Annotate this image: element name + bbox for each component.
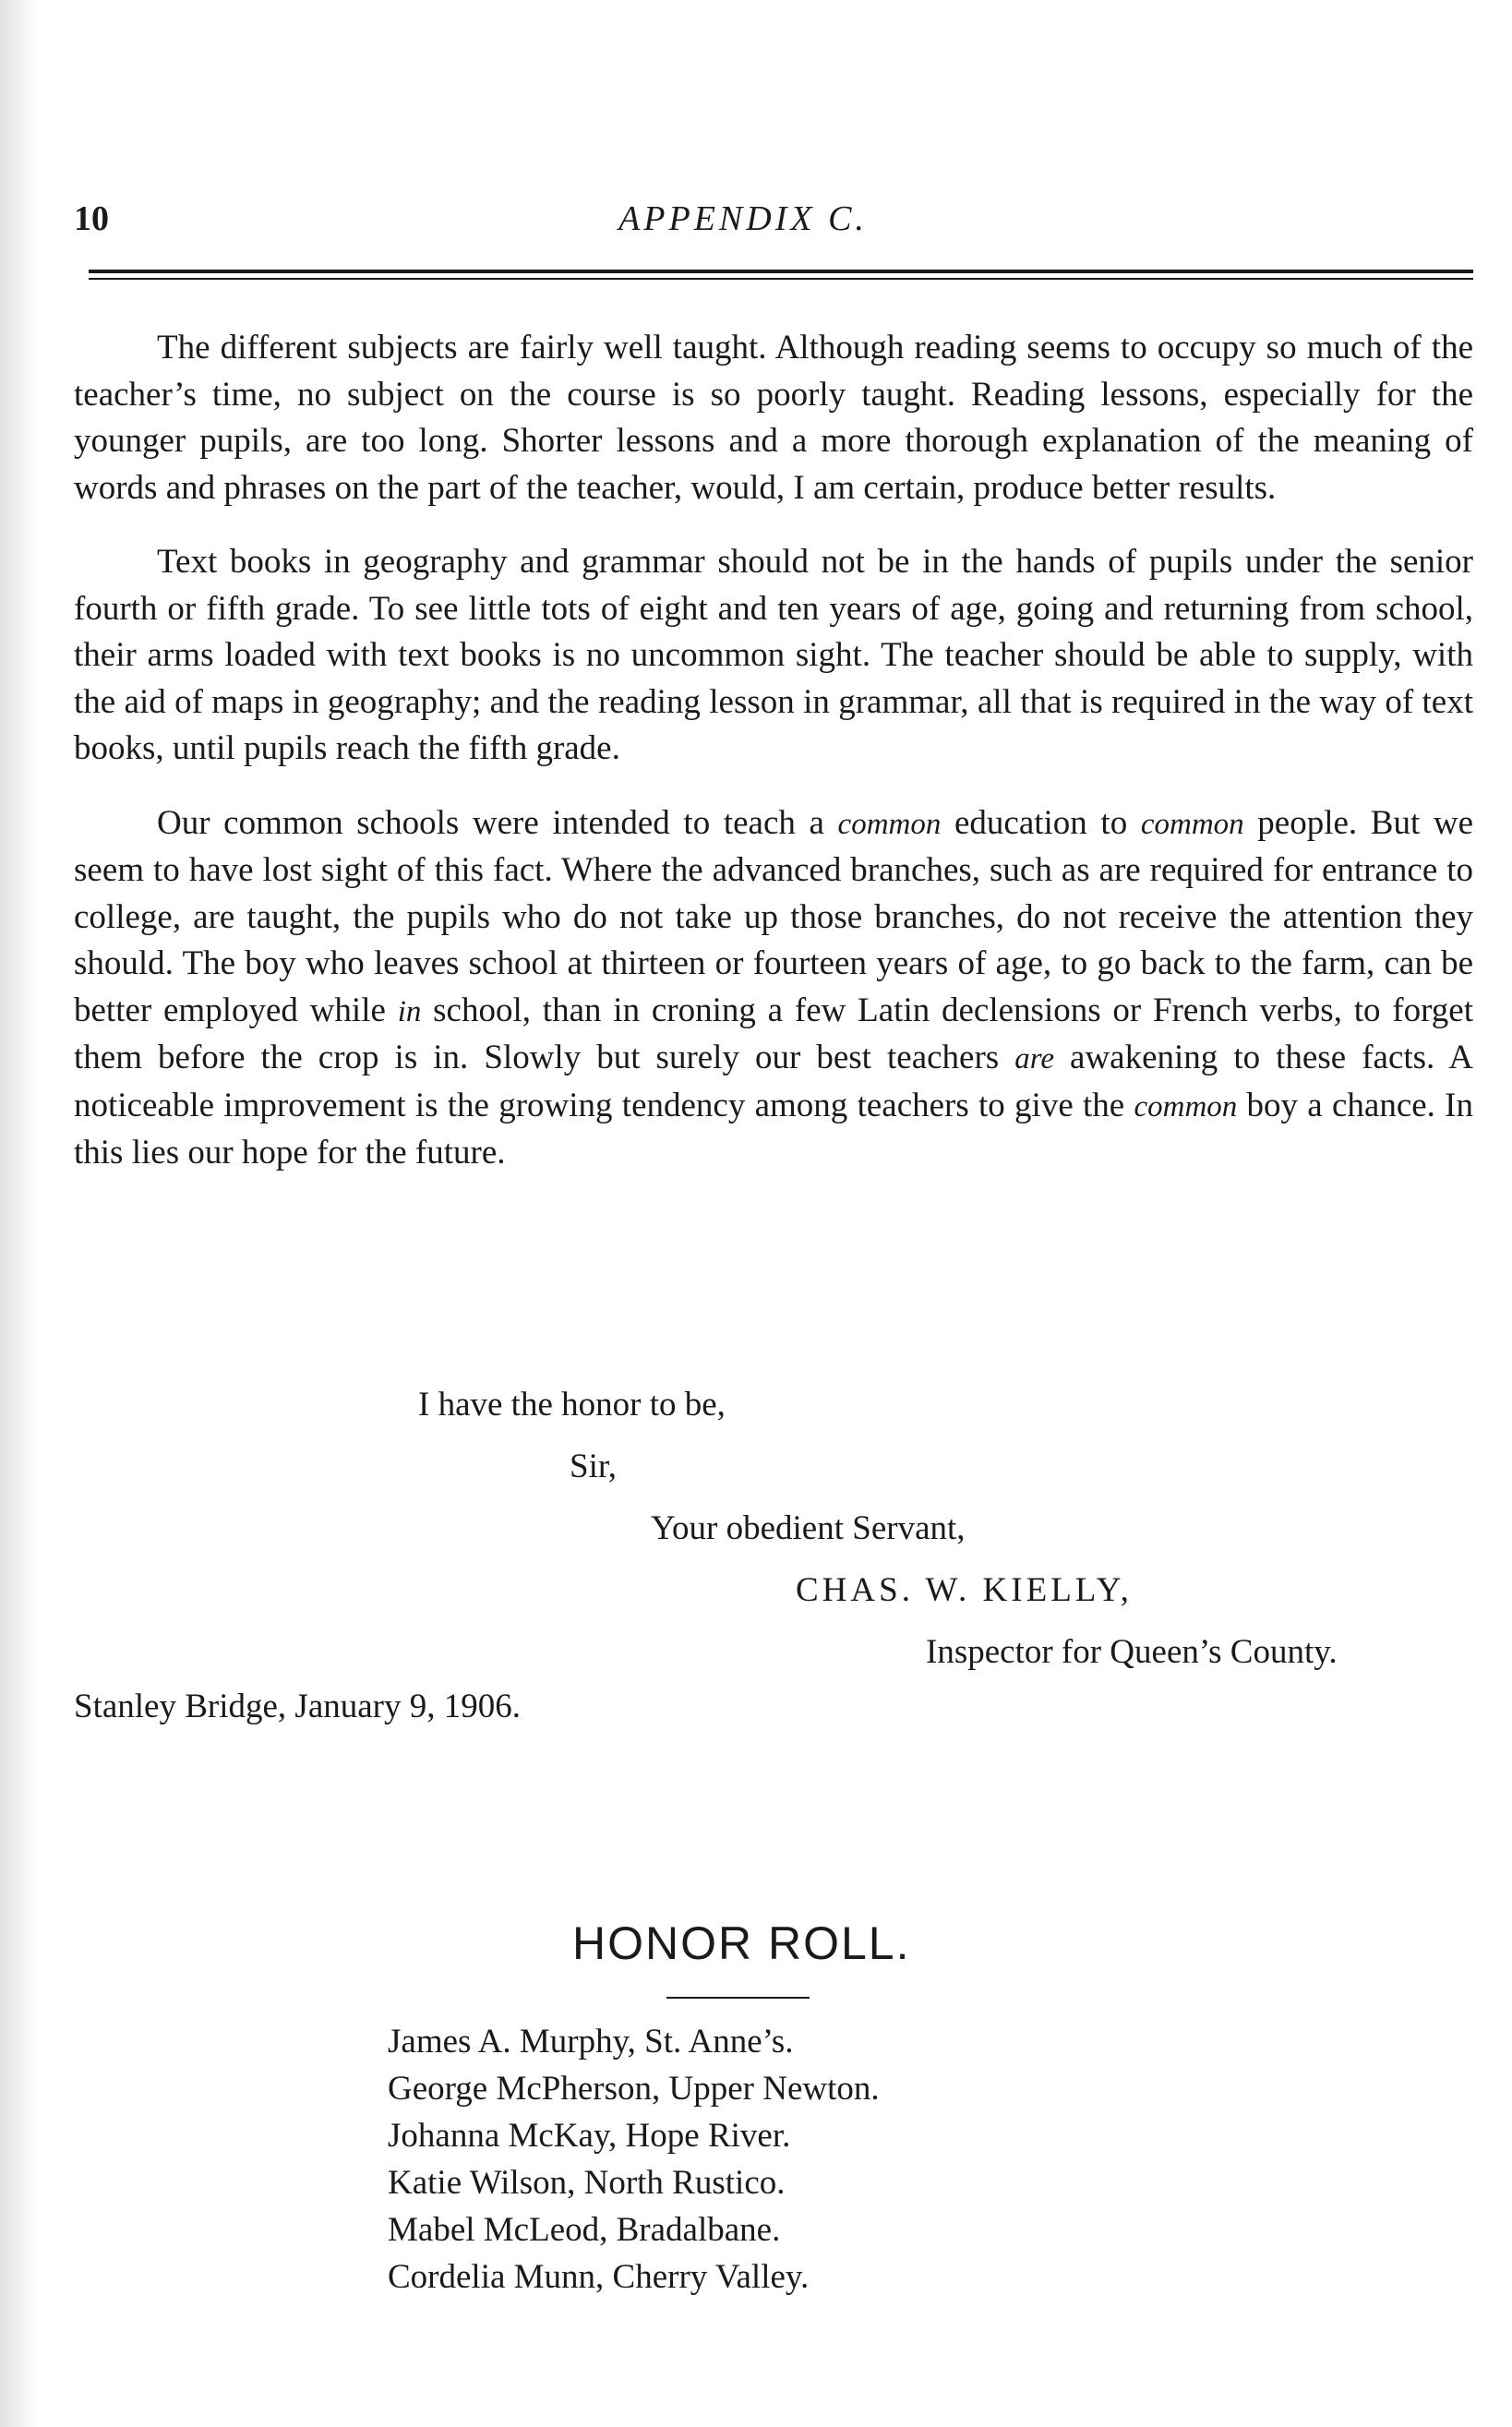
running-title: APPENDIX C. xyxy=(618,199,868,238)
paragraph-text: The different subjects are fairly well taught. Although reading seems to occupy so much of the teacher’s time, no subject on the course is so poorly taught. Reading lessons, especially for the younger pupils, are too long. Shorter lessons and a more thorough explanation of the meaning of words and phrases on the part of the teacher, would, I am certain, produce better results. xyxy=(74,329,1473,507)
paragraph-text: Text books in geography and grammar should not be in the hands of pupils under the senior fourth or fifth grade. To see little tots of eight and ten years of age, going and returning from school, their arms loaded with text books is no uncommon sight. The teacher should be able to supply, with the aid of maps in geography; and the reading lesson in grammar, all that is required in the way of text books, until pupils reach the fifth grade. xyxy=(74,543,1473,767)
body-paragraph xyxy=(74,325,1473,511)
honor-roll-heading: HONOR ROLL. xyxy=(572,1917,911,1969)
paragraph-text: school, than in croning a few Latin declensions or French verbs, to forget them before the crop is in. Slowly but surely our best teachers xyxy=(74,991,1473,1076)
italic-text: in xyxy=(397,994,422,1028)
scan-edge-shadow xyxy=(0,0,37,2427)
body-paragraph xyxy=(74,800,1473,1177)
signatory-title: Inspector for Queen’s County. xyxy=(926,1633,1338,1671)
body-paragraph xyxy=(74,539,1473,773)
honor-roll-entry: Mabel McLeod, Bradalbane. xyxy=(388,2211,781,2249)
honor-roll-entry: George McPherson, Upper Newton. xyxy=(388,2070,880,2108)
header-rule-thin xyxy=(89,278,1473,280)
place-date: Stanley Bridge, January 9, 1906. xyxy=(74,1688,521,1725)
closing-valediction: Your obedient Servant, xyxy=(651,1509,966,1547)
italic-text: common xyxy=(1134,1089,1238,1123)
italic-text: are xyxy=(1014,1042,1054,1075)
honor-roll-entry: Cordelia Munn, Cherry Valley. xyxy=(388,2258,810,2296)
header-rule-thick xyxy=(89,270,1473,273)
honor-roll-list xyxy=(388,2018,880,2301)
closing-honor-line: I have the honor to be, xyxy=(418,1386,726,1424)
honor-roll-entry: Katie Wilson, North Rustico. xyxy=(388,2164,786,2202)
paragraph-text: education to xyxy=(941,803,1141,842)
paragraph-text: awakening to these facts. A noticeable improvement is the growing tendency among teachers to give the xyxy=(74,1039,1474,1124)
page-number: 10 xyxy=(74,199,109,238)
honor-roll-entry: Johanna McKay, Hope River. xyxy=(388,2117,791,2155)
italic-text: common xyxy=(1140,807,1244,841)
paragraph-text: people. But we seem to have lost sight of this fact. Where the advanced branches, such as are required for entrance to college, are taught, the pupils who do not take up those branches, do not receive the attention they should. The boy who leaves school at thirteen or fourteen years of age, to go back to the farm, can be better employed while xyxy=(74,803,1473,1029)
italic-text: common xyxy=(837,807,942,841)
closing-salutation: Sir, xyxy=(570,1448,617,1485)
honor-roll-rule xyxy=(666,1997,810,1999)
paragraph-text: boy a chance. In this lies our hope for the future. xyxy=(74,1086,1473,1171)
honor-roll-entry: James A. Murphy, St. Anne’s. xyxy=(388,2023,794,2061)
signature: CHAS. W. KIELLY, xyxy=(796,1571,1133,1609)
paragraph-text: Our common schools were intended to teach a xyxy=(157,803,838,842)
body-text xyxy=(74,325,1473,1205)
